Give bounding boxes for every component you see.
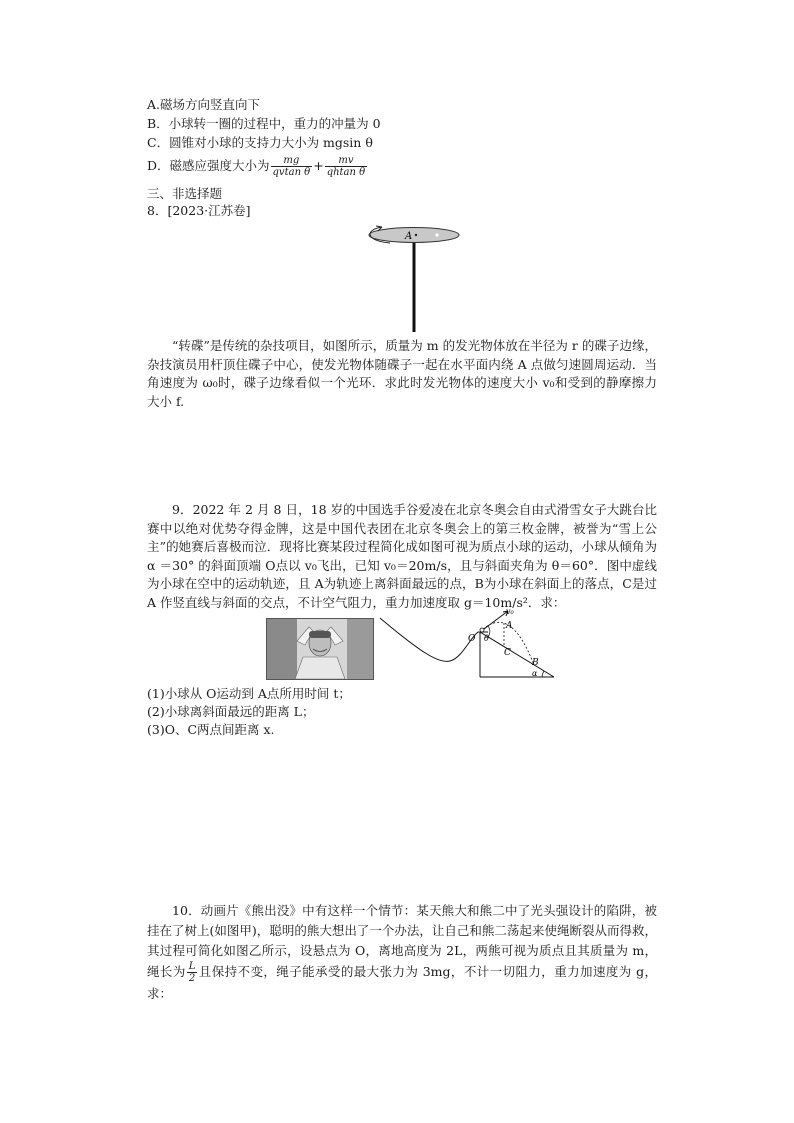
option-b: B．小球转一圈的过程中，重力的冲量为 0 <box>147 116 381 131</box>
option-c: C．圆锥对小球的支持力大小为 mgsin θ <box>147 135 373 150</box>
label-a: A <box>506 621 513 631</box>
label-v0: v₀ <box>506 607 514 616</box>
option-d <box>147 152 368 180</box>
plus-sign: + <box>313 158 324 173</box>
q10-text-tail: 且保持不变，绳子能承受的最大张力为 3mg，不计一切阻力，重力加速度为 g，求： <box>147 964 657 1001</box>
q8-header: 8．[2023·江苏卷] <box>147 203 251 218</box>
fraction-denominator: qvtan θ <box>272 167 311 178</box>
fraction-numerator: mv <box>338 155 354 166</box>
skier-illustration <box>267 619 373 679</box>
fraction-denominator: qhtan θ <box>326 167 366 178</box>
fraction-numerator: mg <box>283 155 300 166</box>
fraction-l-over-2 <box>187 961 198 984</box>
label-a: A <box>405 231 413 242</box>
label-theta: θ <box>484 634 489 643</box>
plate-ellipse <box>369 228 459 243</box>
fraction-denominator: 2 <box>187 972 198 984</box>
glowing-object <box>435 233 438 236</box>
option-d-prefix: D．磁感应强度大小为 <box>147 158 270 173</box>
incline-trajectory-diagram <box>378 606 558 682</box>
q9-sub3: (3)O、C两点间距离 x. <box>147 722 275 737</box>
skier-photo <box>266 618 374 680</box>
label-alpha: α <box>532 669 538 678</box>
q9-text-content: 9．2022 年 2 月 8 日，18 岁的中国选手谷爱凌在北京冬奥会自由式滑雪女子大跳台比赛中以绝对优势夺得金牌，这是中国代表团在北京冬奥会上的第三枚金牌，被誉为“雪上公主”的她赛后喜极而泣．现将比赛某段过程简化成如图可视为质点小球的运动，小球从倾角为 α ＝30° 的斜面顶端 O点以 v₀飞出，已知 v₀＝20m/s，且与斜面夹角为 θ＝60°．图中虚线为小球在空中的运动轨迹，且 A为轨迹上离斜面最远的点，B为小球在斜面上的落点，C是过 A 作竖直线与斜面的交点，不计空气阻力，重力加速度取 g＝10m/s²．求： <box>147 502 657 610</box>
fraction-mg-over-qvtan <box>271 155 313 178</box>
q8-text-content: “转碟”是传统的杂技项目，如图所示，质量为 m 的发光物体放在半径为 r 的碟子边缘，杂技演员用杆顶住碟子中心，使发光物体随碟子一起在水平面内绕 A 点做匀速圆周运动．当角速度为 ω₀时，碟子边缘看似一个光环．求此时发光物体的速度大小 v₀和受到的静摩擦力大小 f. <box>147 338 657 409</box>
label-b: B <box>532 658 539 668</box>
ball-at-o <box>480 628 484 632</box>
ski-ramp-curve <box>380 618 478 661</box>
alpha-arc <box>542 671 544 677</box>
q10-text-content: 10．动画片《熊出没》中有这样一个情节：某天熊大和熊二中了光头强设计的陷阱，被挂在了树上(如图甲)，聪明的熊大想出了一个办法，让自己和熊二荡起来使绳断裂从而得救，其过程可简化如图乙所示，设悬点为 O，离地高度为 2L，两熊可视为质点且其质量为 m，绳长为 <box>147 903 657 979</box>
center-point <box>415 234 417 236</box>
q9-text <box>147 501 657 612</box>
label-o: O <box>468 634 476 644</box>
fraction-numerator: L <box>188 961 196 972</box>
fraction-mv-over-qhtan <box>325 155 367 178</box>
q10-text <box>147 901 657 1004</box>
q9-sub1: (1)小球从 O运动到 A点所用时间 t； <box>147 686 351 701</box>
q8-text <box>147 337 657 411</box>
incline-line <box>480 632 554 677</box>
section-title: 三、非选择题 <box>147 186 223 201</box>
spinning-plate-figure <box>360 222 466 334</box>
label-c: C <box>504 648 511 658</box>
q9-sub2: (2)小球离斜面最远的距离 L； <box>147 704 315 719</box>
option-a: A.磁场方向竖直向下 <box>147 97 261 112</box>
